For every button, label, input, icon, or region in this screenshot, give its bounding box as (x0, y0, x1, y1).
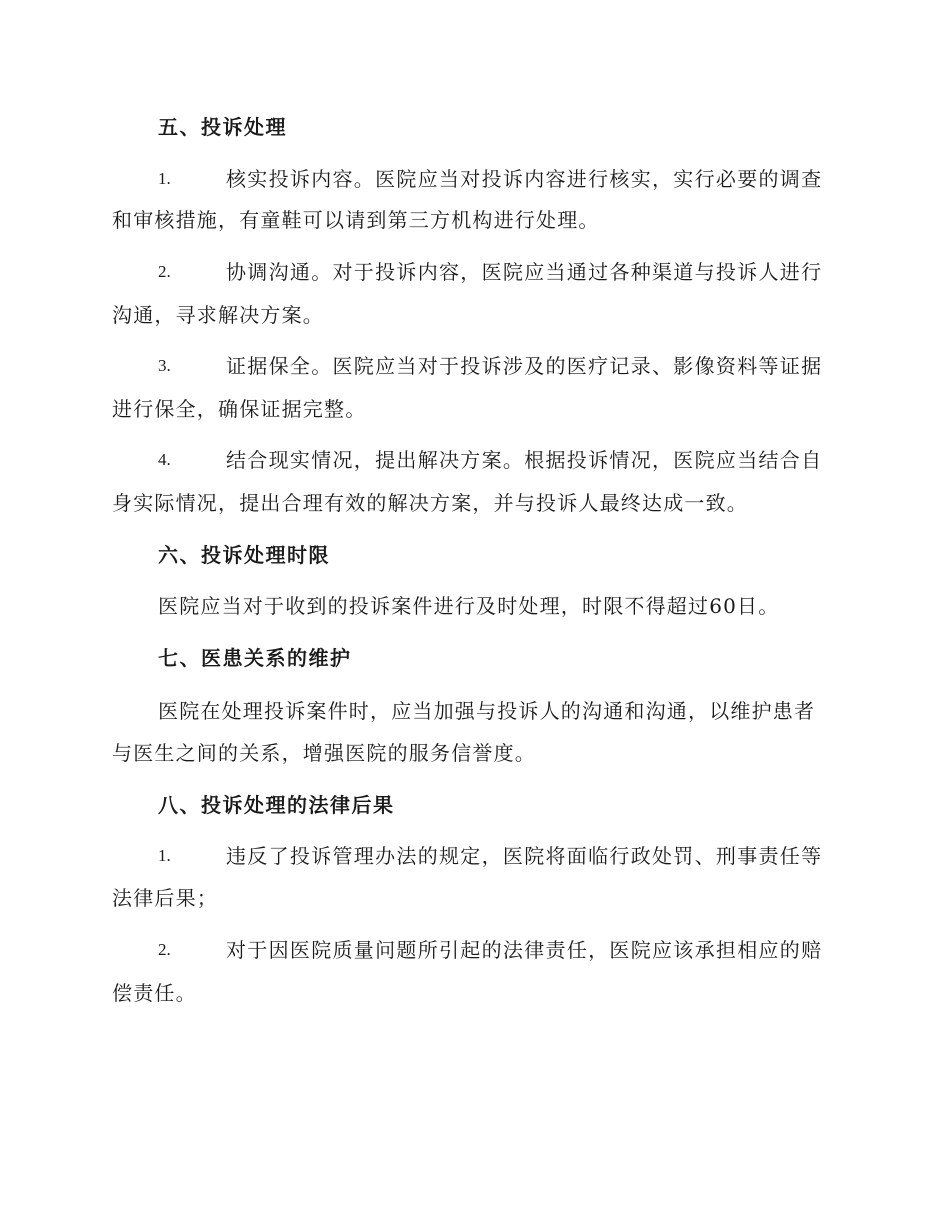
item-text-line-2: 法律后果； (112, 886, 218, 910)
item-number: 1. (158, 169, 171, 188)
item-text-line-2: 沟通，寻求解决方案。 (112, 303, 324, 327)
paragraph-line: 与医生之间的关系，增强医院的服务信誉度。 (112, 741, 536, 765)
paragraph-line: 医院应当对于收到的投诉案件进行及时处理，时限不得超过60日。 (158, 594, 780, 618)
item-number: 4. (158, 450, 171, 469)
item-number: 2. (158, 262, 171, 281)
section-heading-7: 七、医患关系的维护 (158, 646, 352, 670)
item-text-line-1: 核实投诉内容。医院应当对投诉内容进行核实，实行必要的调查 (226, 167, 823, 191)
item-number: 2. (158, 940, 171, 959)
paragraph-line: 医院在处理投诉案件时，应当加强与投诉人的沟通和沟通，以维护患者 (158, 699, 816, 723)
section-heading-5: 五、投诉处理 (158, 115, 287, 139)
item-text-line-2: 进行保全，确保证据完整。 (112, 397, 367, 421)
item-text-line-2: 偿责任。 (112, 981, 197, 1005)
section-heading-8: 八、投诉处理的法律后果 (158, 793, 395, 817)
item-text-line-2: 身实际情况，提出合理有效的解决方案，并与投诉人最终达成一致。 (112, 491, 748, 515)
item-text-line-1: 对于因医院质量问题所引起的法律责任，医院应该承担相应的赔 (226, 938, 823, 962)
item-text-line-1: 证据保全。医院应当对于投诉涉及的医疗记录、影像资料等证据 (226, 354, 823, 378)
item-number: 3. (158, 356, 171, 375)
item-text-line-1: 结合现实情况，提出解决方案。根据投诉情况，医院应当结合自 (226, 448, 823, 472)
section-heading-6: 六、投诉处理时限 (158, 543, 330, 567)
item-text-line-2: 和审核措施，有童鞋可以请到第三方机构进行处理。 (112, 208, 600, 232)
item-text-line-1: 违反了投诉管理办法的规定，医院将面临行政处罚、刑事责任等 (226, 844, 823, 868)
item-number: 1. (158, 846, 171, 865)
item-text-line-1: 协调沟通。对于投诉内容，医院应当通过各种渠道与投诉人进行 (226, 260, 823, 284)
